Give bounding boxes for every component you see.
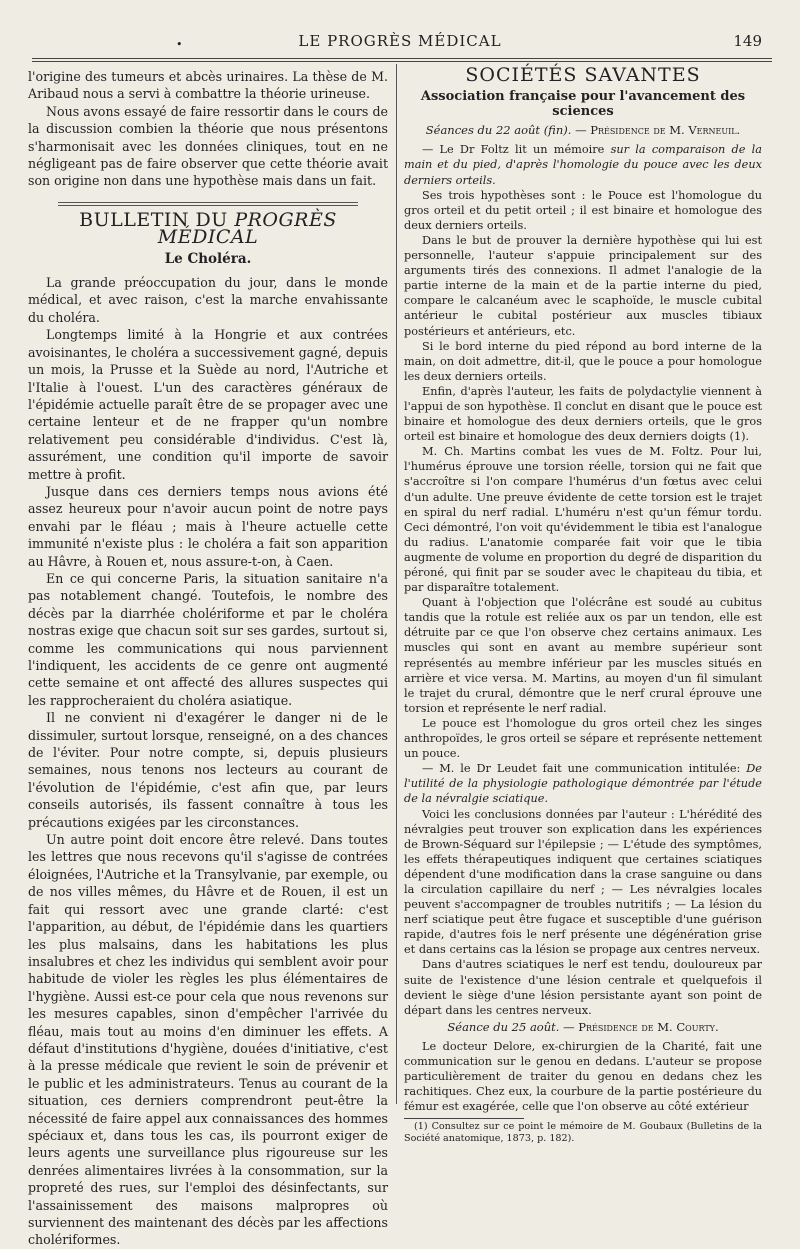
article-paragraph: La grande préoccupation du jour, dans le monde médical, et avec raison, c'est la marche envahissante du choléra. — [28, 275, 388, 325]
session-heading — [404, 123, 762, 138]
session-presidence: — Présidence de M. Verneuil. — [575, 123, 741, 138]
communication-intro-plain: — Le Dr Foltz lit un mémoire — [422, 143, 605, 157]
report-paragraph: Voici les conclusions données par l'auteur : L'hérédité des névralgies peut trouver son explication dans les expériences de Brown-Séquard sur l'épilepsie ; — L'étude des symptômes, les effets thérapeutiques indiquent que certaines sciatiques dépendent d'une modification dans la crase sanguine ou dans la circulation capillaire du nerf ; — Les névralgies locales peuvent s'accompagner de troubles nutritifs ; — La lésion du nerf sciatique peut être fugace et susceptible d'une guérison rapide, d'autres fois le nerf présente une dégénération grise et dans certains cas la lésion se propage aux centres nerveux. — [404, 807, 762, 957]
bulletin-title — [28, 208, 388, 249]
footnote: (1) Consultez sur ce point le mémoire de M. Goubaux (Bulletins de la Société anatomique, 1873, p. 182). — [404, 1121, 762, 1145]
communication-intro-title: De l'utilité de la physiologie pathologique démontrée par l'étude de la névralgie sciatique. — [404, 762, 762, 806]
communication-intro — [404, 142, 762, 187]
intro-paragraph: Nous avons essayé de faire ressortir dans le cours de la discussion combien la théorie que nous présentons s'harmonisait avec les données cliniques, tout en ne négligeant pas de faire observer que cette théorie avait son origine non dans une hypothèse mais dans un fait. — [28, 103, 388, 189]
footnote-rule — [404, 1118, 524, 1119]
article-paragraph: Il ne convient ni d'exagérer le danger ni de le dissimuler, surtout lorsque, renseigné, on a des chances de l'éviter. Pour notre compte, si, depuis plusieurs semaines, nous tenons nos lecteurs au courant de l'évolution de l'épidémie, c'est afin que, par leurs conseils autorisés, ils fassent connaître à tous les précautions exigées par les circonstances. — [28, 710, 388, 830]
intro-paragraph: l'origine des tumeurs et abcès urinaires. La thèse de M. Aribaud nous a servi à combattre la théorie urineuse. — [28, 69, 388, 102]
societies-title: SOCIÉTÉS SAVANTES — [465, 64, 701, 86]
right-column — [404, 64, 762, 1145]
journal-title: LE PROGRÈS MÉDICAL — [298, 32, 502, 50]
left-column — [28, 68, 388, 1248]
report-paragraph: Le pouce est l'homologue du gros orteil chez les singes anthropoïdes, le gros orteil se sépare et représente nettement un pouce. — [404, 716, 762, 761]
bulletin-title-italic: PROGRÈS MÉDICAL — [157, 208, 337, 249]
session-date: Séance du 25 août. — [447, 1019, 560, 1034]
report-paragraph: Quant à l'objection que l'olécrâne est soudé au cubitus tandis que la rotule est reliée aux os par un tendon, elle est détruite par ce que l'on observe chez certains animaux. Les muscles qui sont en avant au membre supérieur sont représentés au membre inférieur par les muscles situés en arrière et vice versa. M. Martins, au moyen d'un fil simulant le trajet du crural, démontre que le nerf crural éprouve une torsion et représente le nerf radial. — [404, 596, 762, 715]
association-heading: Association française pour l'avancement des sciences — [420, 89, 746, 120]
page-number: 149 — [733, 32, 762, 50]
article-paragraph: En ce qui concerne Paris, la situation sanitaire n'a pas notablement changé. Toutefois, le nombre des décès par la diarrhée cholériforme et par le choléra nostras exige que chacun soit sur ses gardes, surtout si, comme les communications qui nous parviennent l'indiquent, les accidents de ce genre ont augmenté cette semaine et ont affecté des allures suspectes qui les rapprocheraient du choléra asiatique. — [28, 570, 388, 708]
running-header — [0, 30, 800, 54]
report-paragraph: Enfin, d'après l'auteur, les faits de polydactylie viennent à l'appui de son hypothèse. Il conclut en disant que le pouce est binaire et homologue des deux derniers orteils, que le gros orteil est binaire et homologue des deux derniers doigts (1). — [404, 384, 762, 444]
communication-intro-title: sur la comparaison de la main et du pied, d'après l'homologie du pouce avec les deux derniers orteils. — [404, 143, 762, 187]
article-paragraph: Un autre point doit encore être relevé. Dans toutes les lettres que nous recevons qu'il s'agisse de contrées éloignées, l'Autriche et la Transylvanie, par exemple, ou de nos villes mêmes, du Hâvre et de Rouen, il est un fait qui ressort avec une grande clarté: c'est l'apparition, au début, de l'épidémie dans les quartiers les plus malsains, dans les habitations les plus insalubres et chez les individus qui semblent avoir pour habitude de violer les règles les plus élémentaires de l'hygiène. Aussi est-ce pour cela que nous revenons sur les mesures capables, sinon d'empêcher l'arrivée du fléau, mais tout au moins d'en diminuer les effets. A défaut d'institutions d'hygiène, douées d'initiative, c'est à la presse médicale que revient le soin de prévenir et le public et les administrateurs. Tenus au courant de la situation, ces derniers comprendront peut-être la nécessité de faire appel aux connaissances des hommes spéciaux et, dans tous les cas, ils pourront exiger de leurs agents une surveillance plus rigoureuse sur les denrées alimentaires livrées à la consommation, sur la propreté des rues, sur l'emploi des désinfectants, sur l'assainissement des maisons malpropres où surviennent des maintenant des décès par les affections cholériformes. — [28, 832, 388, 1248]
section-divider — [58, 202, 358, 206]
session-heading — [404, 1020, 762, 1035]
article-paragraph: Longtemps limité à la Hongrie et aux contrées avoisinantes, le choléra a successivement gagné, depuis un mois, la Prusse et la Suède au nord, l'Autriche et l'Italie à l'ouest. L'un des caractères généraux de l'épidémie actuelle paraît être de se propager avec une certaine lenteur et de ne frapper qu'un nombre relativement peu considérable d'individus. C'est là, assurément, une condition qu'il importe de savoir mettre à profit. — [28, 327, 388, 482]
article-title: Le Choléra. — [164, 250, 252, 267]
report-paragraph: M. Ch. Martins combat les vues de M. Foltz. Pour lui, l'humérus éprouve une torsion réelle, torsion qui ne fait que s'accroître si l'on compare l'humérus d'un fœtus avec celui d'un adulte. Une preuve évidente de cette torsion est le trajet en spiral du nerf radial. L'huméru n'est qu'un fémur tordu. Ceci démontré, l'on voit qu'évidemment le tibia est l'analogue du radius. L'anatomie comparée fait voir que le tibia augmente de volume en proportion du degré de disparition du péroné, qui finit par se souder avec le chapiteau du tibia, et par disparaître totalement. — [404, 445, 762, 595]
report-paragraph: Ses trois hypothèses sont : le Pouce est l'homologue du gros orteil et du petit orteil ; il est binaire et homologue des deux derniers orteils. — [404, 188, 762, 232]
header-rule — [32, 58, 772, 62]
report-paragraph: Le docteur Delore, ex-chirurgien de la Charité, fait une communication sur le genou en dedans. L'auteur se propose particulièrement de traiter du genou en dedans chez les rachitiques. Chez eux, la courbure de la partie postérieure du fémur est exagérée, celle que l'on observe au côté extérieur — [404, 1039, 762, 1114]
column-separator — [396, 64, 397, 1104]
article-paragraph: Jusque dans ces derniers temps nous avions été assez heureux pour n'avoir aucun point de notre pays envahi par le fléau ; mais à l'heure actuelle cette immunité n'existe plus : le choléra a fait son apparition au Hâvre, à Rouen et, nous assure-t-on, à Caen. — [28, 483, 388, 569]
communication-intro — [404, 761, 762, 806]
report-paragraph: Si le bord interne du pied répond au bord interne de la main, on doit admettre, dit-il, que le pouce a pour homologue les deux derniers orteils. — [404, 339, 762, 383]
bulletin-title-plain: BULLETIN DU — [79, 208, 228, 231]
report-paragraph: Dans le but de prouver la dernière hypothèse qui lui est personnelle, l'auteur s'appuie principalement sur des arguments tirés des connexions. Il admet l'analogie de la partie interne de la main et de la partie interne du pied, compare le calcanéum avec le scaphoïde, le muscle cubital antérieur le cubital postérieur aux muscles tibiaux postérieurs et antérieurs, etc. — [404, 233, 762, 338]
session-date: Séances du 22 août (fin). — [425, 123, 572, 138]
communication-intro-plain: — M. le Dr Leudet fait une communication intitulée: — [422, 762, 741, 776]
report-paragraph: Dans d'autres sciatiques le nerf est tendu, douloureux par suite de l'existence d'une lésion centrale et quelquefois il devient le siège d'une lésion persistante ayant son point de départ dans les centres nerveux. — [404, 958, 762, 1017]
printer-mark: • — [176, 38, 183, 51]
session-presidence: — Présidence de M. Courty. — [563, 1019, 719, 1034]
